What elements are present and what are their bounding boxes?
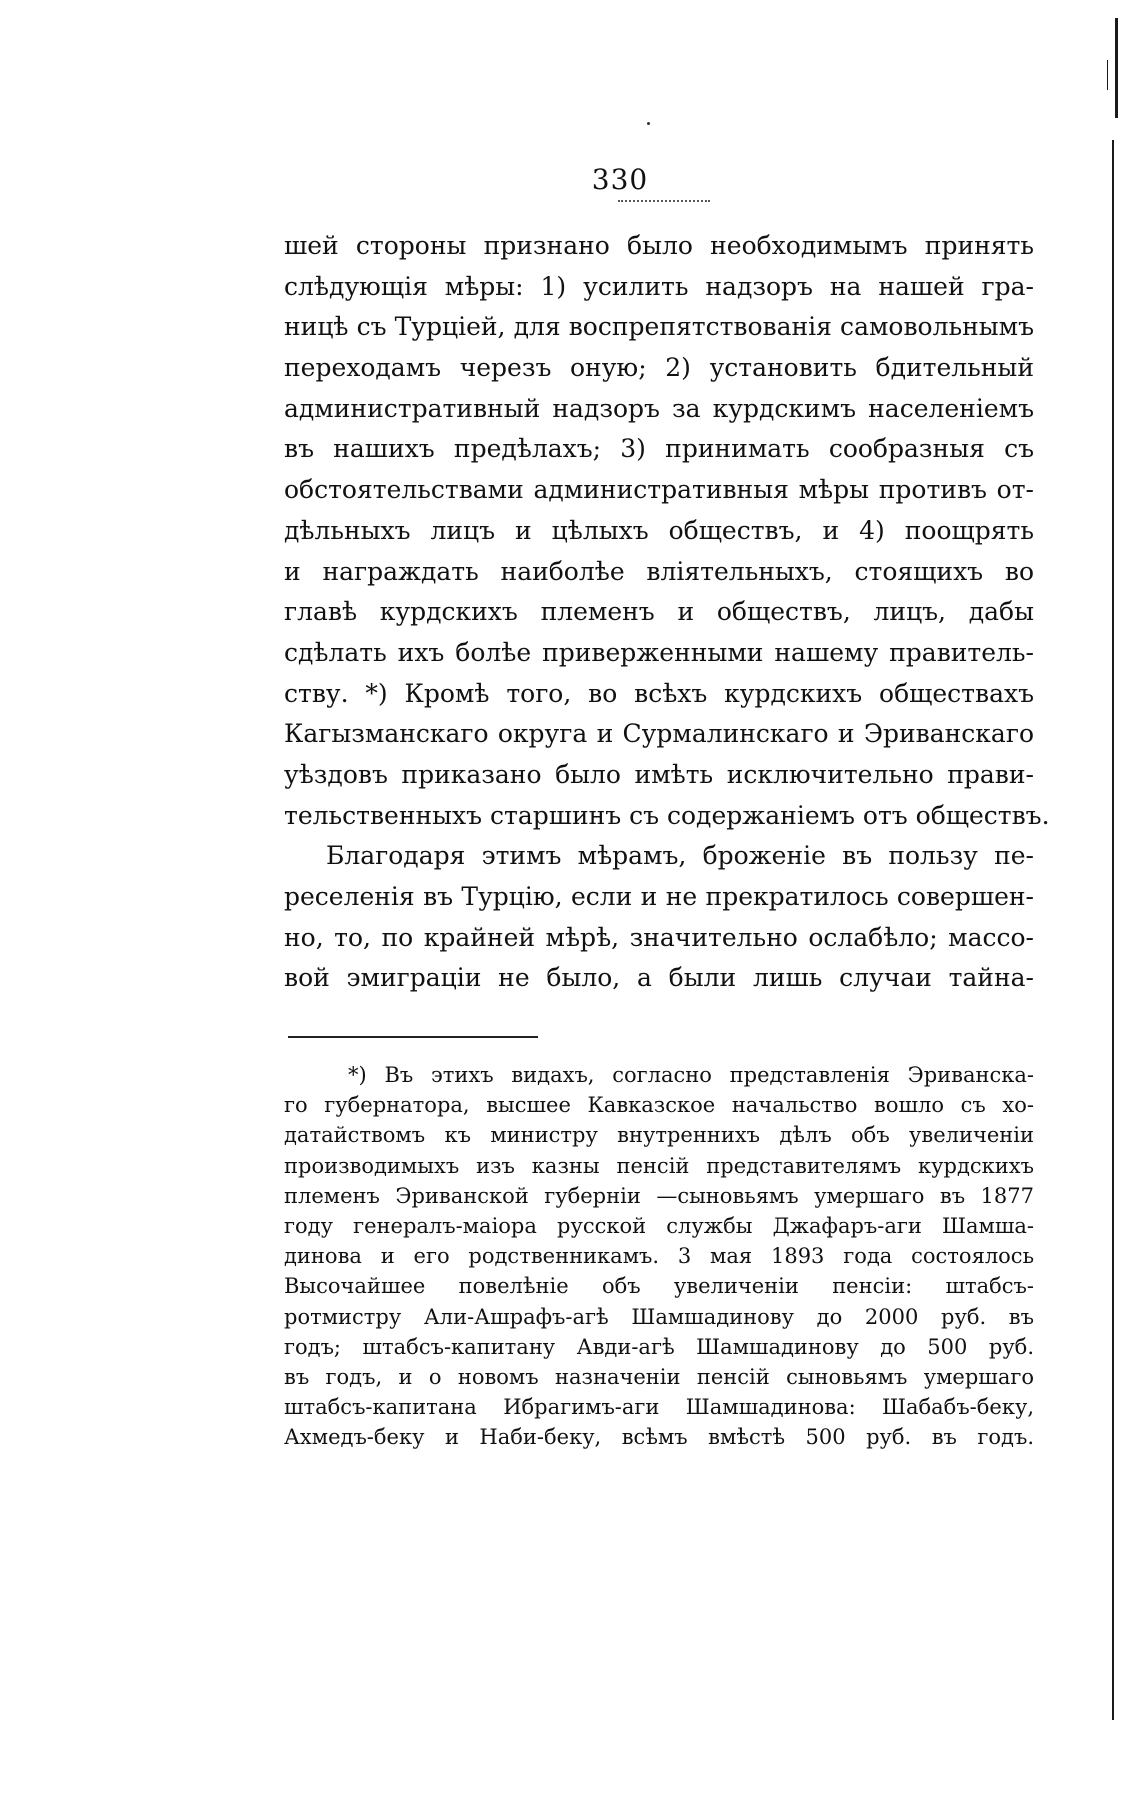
footnote-line: го губернатора, высшее Кавказское начальство вошло съ хо- — [284, 1093, 1034, 1118]
page-edge-mark — [1107, 60, 1108, 90]
page-edge-mark — [1115, 18, 1118, 118]
footnote-line: производимыхъ изъ казны пенсій представителямъ курдскихъ — [284, 1153, 1034, 1178]
footnote — [284, 1060, 1034, 1452]
text-line: ницѣ съ Турціей, для воспрепятствованія самовольнымъ — [284, 312, 1034, 342]
footnote-line: ротмистру Али-Ашрафъ-агѣ Шамшадинову до 2000 руб. въ — [284, 1304, 1034, 1329]
text-line: сдѣлать ихъ болѣе приверженными нашему правитель- — [284, 637, 1034, 667]
text-line: въ нашихъ предѣлахъ; 3) принимать сообразныя съ — [284, 434, 1034, 464]
text-line: реселенія въ Турцію, если и не прекратилось совершен- — [284, 882, 1034, 911]
text-line: Кагызманскаго округа и Сурмалинскаго и Эриванскаго — [284, 719, 1034, 749]
footnote-line: году генералъ-маіора русской службы Джафаръ-аги Шамша- — [284, 1213, 1034, 1238]
page-number-underline — [618, 200, 710, 202]
text-line: но, то, по крайней мѣрѣ, значительно ослабѣло; массо- — [284, 922, 1034, 952]
main-text — [284, 226, 1050, 999]
footnote-line: въ годъ, и о новомъ назначеніи пенсій сыновьямъ умершаго — [284, 1364, 1034, 1389]
footnote-line: Высочайшее повелѣніе объ увеличеніи пенсіи: штабсъ- — [284, 1274, 1034, 1299]
page-edge-line — [1112, 140, 1114, 1720]
footnote-line: датайствомъ къ министру внутреннихъ дѣлъ объ увеличеніи — [284, 1123, 1034, 1148]
footnote-line: штабсъ-капитана Ибрагимъ-аги Шамшадинова: Шабабъ-беку, — [284, 1395, 1034, 1420]
footnote-line: племенъ Эриванской губерніи —сыновьямъ умершаго въ 1877 — [284, 1183, 1034, 1208]
footnote-line: Ахмедъ-беку и Наби-беку, всѣмъ вмѣстѣ 500 руб. въ годъ. — [284, 1425, 1034, 1450]
text-line: дѣльныхъ лицъ и цѣлыхъ обществъ, и 4) поощрять — [284, 515, 1034, 545]
text-line: главѣ курдскихъ племенъ и обществъ, лицъ, дабы — [284, 597, 1034, 627]
text-line: шей стороны признано было необходимымъ принять — [284, 231, 1034, 260]
footnote-separator — [288, 1036, 538, 1038]
text-line: Благодаря этимъ мѣрамъ, броженіе въ пользу пе- — [326, 841, 1034, 871]
text-line: тельственныхъ старшинъ съ содержаніемъ отъ обществъ. — [284, 800, 1050, 830]
text-line: административный надзоръ за курдскимъ населеніемъ — [284, 393, 1034, 423]
text-line: ству. *) Кромѣ того, во всѣхъ курдскихъ обществахъ — [284, 678, 1034, 708]
footnote-line: *) Въ этихъ видахъ, согласно представленія Эриванска- — [348, 1063, 1034, 1087]
text-line: обстоятельствами административныя мѣры противъ от- — [284, 475, 1034, 505]
scan-speck — [647, 122, 650, 125]
text-line: уѣздовъ приказано было имѣть исключительно прави- — [284, 759, 1034, 789]
page-number: 330 — [591, 163, 649, 196]
footnote-line: динова и его родственникамъ. 3 мая 1893 года состоялось — [284, 1244, 1034, 1269]
text-line: переходамъ черезъ оную; 2) установить бдительный — [284, 353, 1034, 383]
text-line: слѣдующія мѣры: 1) усилить надзоръ на нашей гра- — [284, 271, 1034, 301]
text-line: вой эмиграціи не было, а были лишь случаи тайна- — [284, 963, 1034, 993]
footnote-line: годъ; штабсъ-капитану Авди-агѣ Шамшадинову до 500 руб. — [284, 1334, 1034, 1359]
text-line: и награждать наиболѣе вліятельныхъ, стоящихъ во — [284, 556, 1034, 586]
